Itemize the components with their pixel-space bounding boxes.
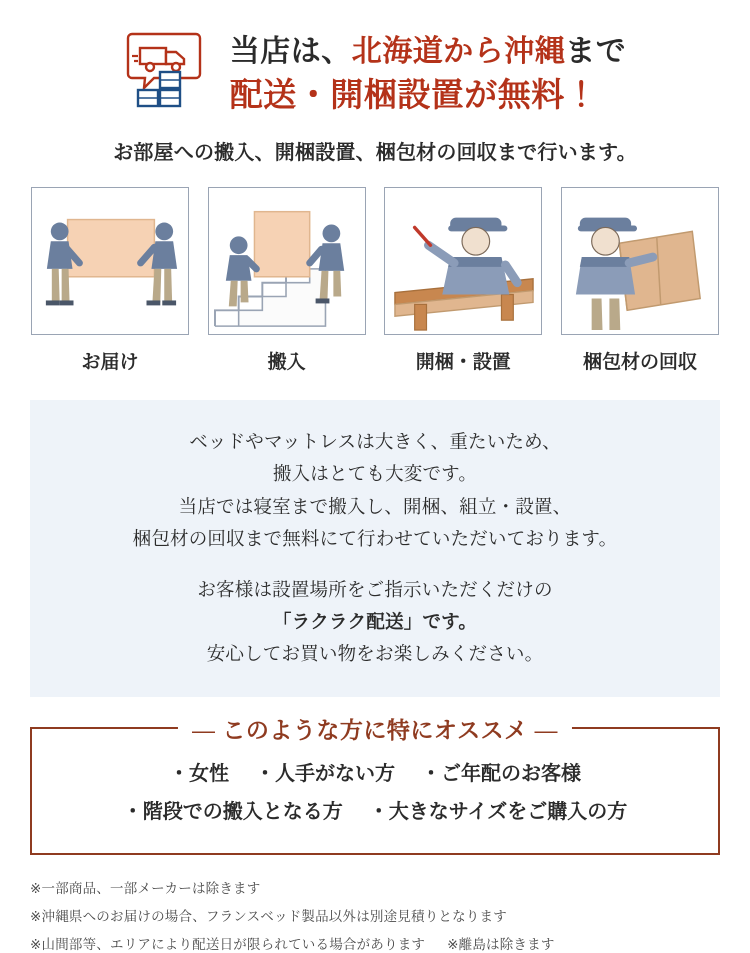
recommend-item: ・大きなサイズをご購入の方 [368,800,628,823]
recommend-item: ・女性 [169,762,229,785]
info-line: お客様は設置場所をご指示いただくだけの [197,578,553,600]
recommend-dash-right: — [534,716,559,743]
header-row [124,28,627,120]
recommend-item: ・人手がない方 [255,762,395,785]
recommend-row-2 [32,793,718,831]
recommend-box [30,716,720,855]
step-label: お届け [81,352,139,373]
headline-prefix: 当店は、 [229,34,352,68]
workers-carrying-up-stairs-icon [208,187,366,335]
step-card-delivery [30,187,190,374]
headline [230,33,627,116]
recommend-title [178,712,572,745]
recommend-item: ・階段での搬入となる方 [122,800,343,823]
headline-rest-2: が無料！ [464,76,599,114]
header [0,0,750,165]
headline-line-1 [230,33,627,71]
recommend-dash-left: — [191,716,216,743]
recommend-title-text: このような方に特にオススメ [222,716,528,743]
step-card-packaging-collection [560,187,720,374]
worker-assembling-bed-frame-icon [384,187,542,335]
headline-line-2 [230,74,627,115]
note-text: ※山間部等、エリアにより配送日が限られている場合があります [30,936,426,952]
delivery-truck-icon [124,28,216,120]
step-card-assembly [383,187,543,374]
note-line: ※一部商品、一部メーカーは除きます [30,880,261,896]
step-label: 梱包材の回収 [582,352,697,373]
info-line: ベッドやマットレスは大きく、重たいため、 [189,431,561,452]
headline-accent: 北海道から沖縄 [351,34,566,68]
notes-block [30,877,720,953]
info-line: 安心してお買い物をお楽しみください。 [206,643,544,665]
step-card-carry-in [207,187,367,374]
step-label: 搬入 [267,352,306,373]
note-line: ※沖縄県へのお届けの場合、フランスベッド製品以外は別途見積りとなります [30,908,507,924]
headline-accent-2: 配送・開梱設置 [229,76,465,114]
worker-carrying-cardboard-icon [561,187,719,335]
info-panel-spacer [40,556,710,574]
note-line [30,933,720,953]
two-workers-carrying-mattress-icon [31,187,189,335]
step-label: 開梱・設置 [415,352,511,373]
sub-headline: お部屋への搬入、開梱設置、梱包材の回収まで行います。 [113,142,637,164]
headline-suffix: まで [565,34,627,68]
info-panel [30,400,720,697]
steps-row [30,187,720,374]
note-text-extra: ※離島は除きます [447,936,555,952]
recommend-row-1 [32,755,718,793]
info-line: 当店では寝室まで搬入し、開梱、組立・設置、 [178,495,572,517]
info-line: 梱包材の回収まで無料にて行わせていただいております。 [132,528,618,550]
recommend-item: ・ご年配のお客様 [421,762,581,785]
info-line: 搬入はとても大変です。 [272,463,478,485]
info-line-highlight: 「ラクラク配送」です。 [272,610,478,632]
